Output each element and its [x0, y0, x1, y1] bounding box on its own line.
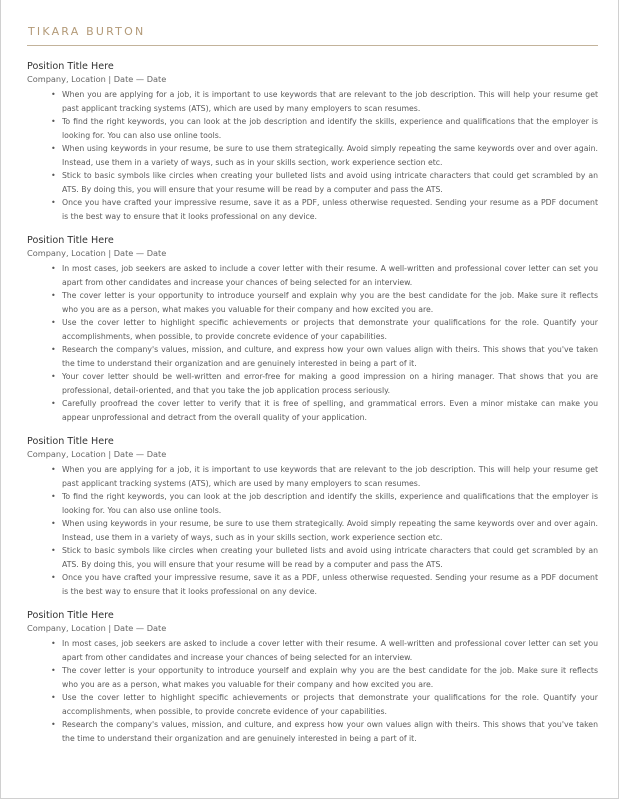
- job-bullet: • When using keywords in your resume, be sure to use them strategically. Avoid simply repeating the same keywords over and over again. Instead, use them in a variety of ways, such as in your skills section, work experience section etc.: [62, 142, 598, 169]
- job-subtitle: Company, Location | Date — Date: [27, 623, 167, 633]
- job-title: Position Title Here: [27, 61, 114, 72]
- job-bullet: • Stick to basic symbols like circles when creating your bulleted lists and avoid using intricate characters that could get scrambled by an ATS. By doing this, you will ensure that your resume will be read by a computer and pass the ATS.: [62, 169, 598, 196]
- job-entry: [27, 435, 598, 598]
- job-bullet: • In most cases, job seekers are asked to include a cover letter with their resume. A well-written and professional cover letter can set you apart from other candidates and increase your chances of being selected for an interview.: [62, 637, 598, 664]
- job-bullet: • The cover letter is your opportunity to introduce yourself and explain why you are the best candidate for the job. Make sure it reflects who you are as a person, what makes you valuable for their company and how excited you are.: [62, 289, 598, 316]
- job-bullet: • To find the right keywords, you can look at the job description and identify the skills, experience and qualifications that the employer is looking for. You can also use online tools.: [62, 115, 598, 142]
- job-bullet-list: [27, 88, 598, 223]
- job-bullet: • Your cover letter should be well-written and error-free for making a good impression on a hiring manager. That shows that you are professional, detail-oriented, and that you take the job application process seriously.: [62, 370, 598, 397]
- job-subtitle: Company, Location | Date — Date: [27, 74, 167, 84]
- job-bullet: • To find the right keywords, you can look at the job description and identify the skills, experience and qualifications that the employer is looking for. You can also use online tools.: [62, 490, 598, 517]
- job-bullet: • When you are applying for a job, it is important to use keywords that are relevant to the job description. This will help your resume get past applicant tracking systems (ATS), which are used by many employers to scan resumes.: [62, 463, 598, 490]
- header-divider: [27, 45, 598, 46]
- job-bullet: • In most cases, job seekers are asked to include a cover letter with their resume. A well-written and professional cover letter can set you apart from other candidates and increase your chances of being selected for an interview.: [62, 262, 598, 289]
- job-title: Position Title Here: [27, 436, 114, 447]
- job-bullet: • The cover letter is your opportunity to introduce yourself and explain why you are the best candidate for the job. Make sure it reflects who you are as a person, what makes you valuable for their company and how excited you are.: [62, 664, 598, 691]
- job-bullet: • Once you have crafted your impressive resume, save it as a PDF, unless otherwise requested. Sending your resume as a PDF document is the best way to ensure that it looks professional on any device.: [62, 196, 598, 223]
- job-entry: [27, 60, 598, 223]
- resume-name: TIKARA BURTON: [28, 25, 146, 38]
- job-bullet: • When using keywords in your resume, be sure to use them strategically. Avoid simply repeating the same keywords over and over again. Instead, use them in a variety of ways, such as in your skills section, work experience section etc.: [62, 517, 598, 544]
- job-bullet-list: [27, 637, 598, 745]
- experience-section: [27, 60, 598, 756]
- job-bullet-list: [27, 262, 598, 424]
- job-bullet-list: [27, 463, 598, 598]
- job-bullet: • Carefully proofread the cover letter to verify that it is free of spelling, and grammatical errors. Even a minor mistake can make you appear unprofessional and detract from the overall quality of your application.: [62, 397, 598, 424]
- job-entry: [27, 609, 598, 745]
- job-title: Position Title Here: [27, 610, 114, 621]
- job-bullet: • Stick to basic symbols like circles when creating your bulleted lists and avoid using intricate characters that could get scrambled by an ATS. By doing this, you will ensure that your resume will be read by a computer and pass the ATS.: [62, 544, 598, 571]
- job-title: Position Title Here: [27, 235, 114, 246]
- job-subtitle: Company, Location | Date — Date: [27, 248, 167, 258]
- job-entry: [27, 234, 598, 424]
- job-bullet: • Once you have crafted your impressive resume, save it as a PDF, unless otherwise requested. Sending your resume as a PDF document is the best way to ensure that it looks professional on any device.: [62, 571, 598, 598]
- job-subtitle: Company, Location | Date — Date: [27, 449, 167, 459]
- job-bullet: • When you are applying for a job, it is important to use keywords that are relevant to the job description. This will help your resume get past applicant tracking systems (ATS), which are used by many employers to scan resumes.: [62, 88, 598, 115]
- job-bullet: • Use the cover letter to highlight specific achievements or projects that demonstrate your qualifications for the role. Quantify your accomplishments, when possible, to provide concrete evidence of your capabilities.: [62, 316, 598, 343]
- job-bullet: • Research the company's values, mission, and culture, and express how your own values align with theirs. This shows that you've taken the time to understand their organization and are genuinely interested in being a part of it.: [62, 718, 598, 745]
- job-bullet: • Use the cover letter to highlight specific achievements or projects that demonstrate your qualifications for the role. Quantify your accomplishments, when possible, to provide concrete evidence of your capabilities.: [62, 691, 598, 718]
- job-bullet: • Research the company's values, mission, and culture, and express how your own values align with theirs. This shows that you've taken the time to understand their organization and are genuinely interested in being a part of it.: [62, 343, 598, 370]
